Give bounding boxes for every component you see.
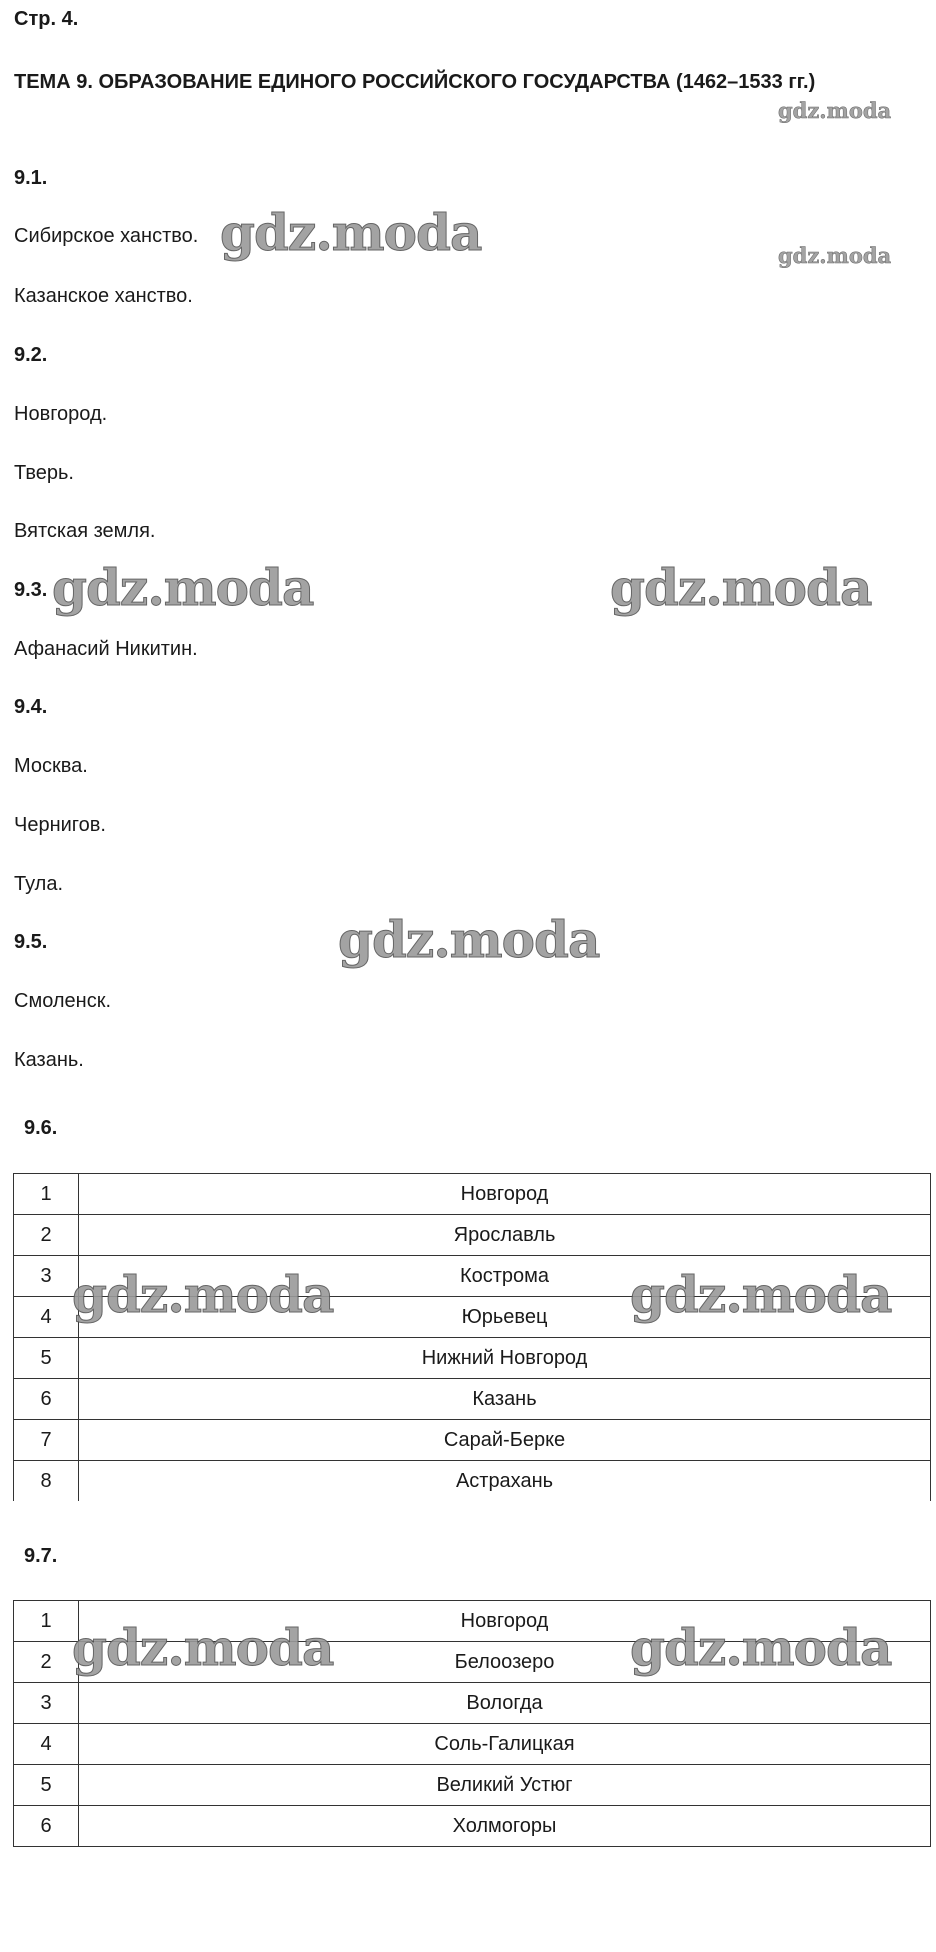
row-number: 4 [14, 1724, 79, 1765]
table-row [14, 1461, 931, 1502]
row-city: Сарай-Берке [79, 1420, 931, 1461]
row-city: Новгород [79, 1601, 931, 1642]
row-number: 2 [14, 1215, 79, 1256]
table-row [14, 1379, 931, 1420]
answer-item: Чернигов. [14, 814, 106, 836]
watermark: gdz.moda [778, 98, 892, 123]
table-row [14, 1420, 931, 1461]
answer-item: Москва. [14, 755, 88, 777]
row-number: 1 [14, 1601, 79, 1642]
row-number: 2 [14, 1642, 79, 1683]
section-heading-9-6: 9.6. [24, 1117, 58, 1139]
section-heading-9-4: 9.4. [14, 696, 48, 718]
row-number: 6 [14, 1379, 79, 1420]
row-city: Холмогоры [79, 1806, 931, 1847]
row-city: Вологда [79, 1683, 931, 1724]
topic-title: ТЕМА 9. ОБРАЗОВАНИЕ ЕДИНОГО РОССИЙСКОГО ГОСУДАРСТВА (1462–1533 гг.) [14, 71, 816, 93]
watermark: gdz.moda [778, 243, 892, 268]
watermark: gdz.moda [630, 1618, 892, 1677]
row-city: Великий Устюг [79, 1765, 931, 1806]
answer-item: Сибирское ханство. [14, 225, 199, 247]
row-city: Новгород [79, 1174, 931, 1215]
row-number: 5 [14, 1765, 79, 1806]
watermark: gdz.moda [630, 1265, 892, 1324]
row-city: Юрьевец [79, 1297, 931, 1338]
table-row [14, 1338, 931, 1379]
watermark: gdz.moda [72, 1618, 334, 1677]
answer-item: Казанское ханство. [14, 285, 193, 307]
row-number: 7 [14, 1420, 79, 1461]
row-city: Кострома [79, 1256, 931, 1297]
row-city: Соль-Галицкая [79, 1724, 931, 1765]
table-row [14, 1724, 931, 1765]
answer-item: Казань. [14, 1049, 84, 1071]
row-city: Астрахань [79, 1461, 931, 1502]
table-row [14, 1683, 931, 1724]
row-number: 3 [14, 1683, 79, 1724]
answer-item: Новгород. [14, 403, 108, 425]
row-number: 3 [14, 1256, 79, 1297]
answer-item: Тула. [14, 873, 64, 895]
watermark: gdz.moda [338, 910, 600, 969]
section-heading-9-3: 9.3. [14, 579, 48, 601]
section-heading-9-1: 9.1. [14, 167, 48, 189]
watermark: gdz.moda [52, 558, 314, 617]
answer-item: Смоленск. [14, 990, 112, 1012]
table-row [14, 1174, 931, 1215]
table-row [14, 1765, 931, 1806]
table-row [14, 1215, 931, 1256]
watermark: gdz.moda [220, 203, 482, 262]
watermark: gdz.moda [72, 1265, 334, 1324]
table-row [14, 1806, 931, 1847]
section-heading-9-2: 9.2. [14, 344, 48, 366]
answer-table-9-6 [13, 1173, 931, 1501]
row-number: 1 [14, 1174, 79, 1215]
row-number: 4 [14, 1297, 79, 1338]
row-city: Казань [79, 1379, 931, 1420]
page-number: Стр. 4. [14, 8, 79, 30]
section-heading-9-7: 9.7. [24, 1545, 58, 1567]
row-number: 5 [14, 1338, 79, 1379]
row-city: Белоозеро [79, 1642, 931, 1683]
answer-item: Афанасий Никитин. [14, 638, 198, 660]
section-heading-9-5: 9.5. [14, 931, 48, 953]
row-city: Нижний Новгород [79, 1338, 931, 1379]
row-number: 8 [14, 1461, 79, 1502]
row-number: 6 [14, 1806, 79, 1847]
answer-item: Вятская земля. [14, 520, 156, 542]
row-city: Ярославль [79, 1215, 931, 1256]
answer-item: Тверь. [14, 462, 74, 484]
watermark: gdz.moda [610, 558, 872, 617]
